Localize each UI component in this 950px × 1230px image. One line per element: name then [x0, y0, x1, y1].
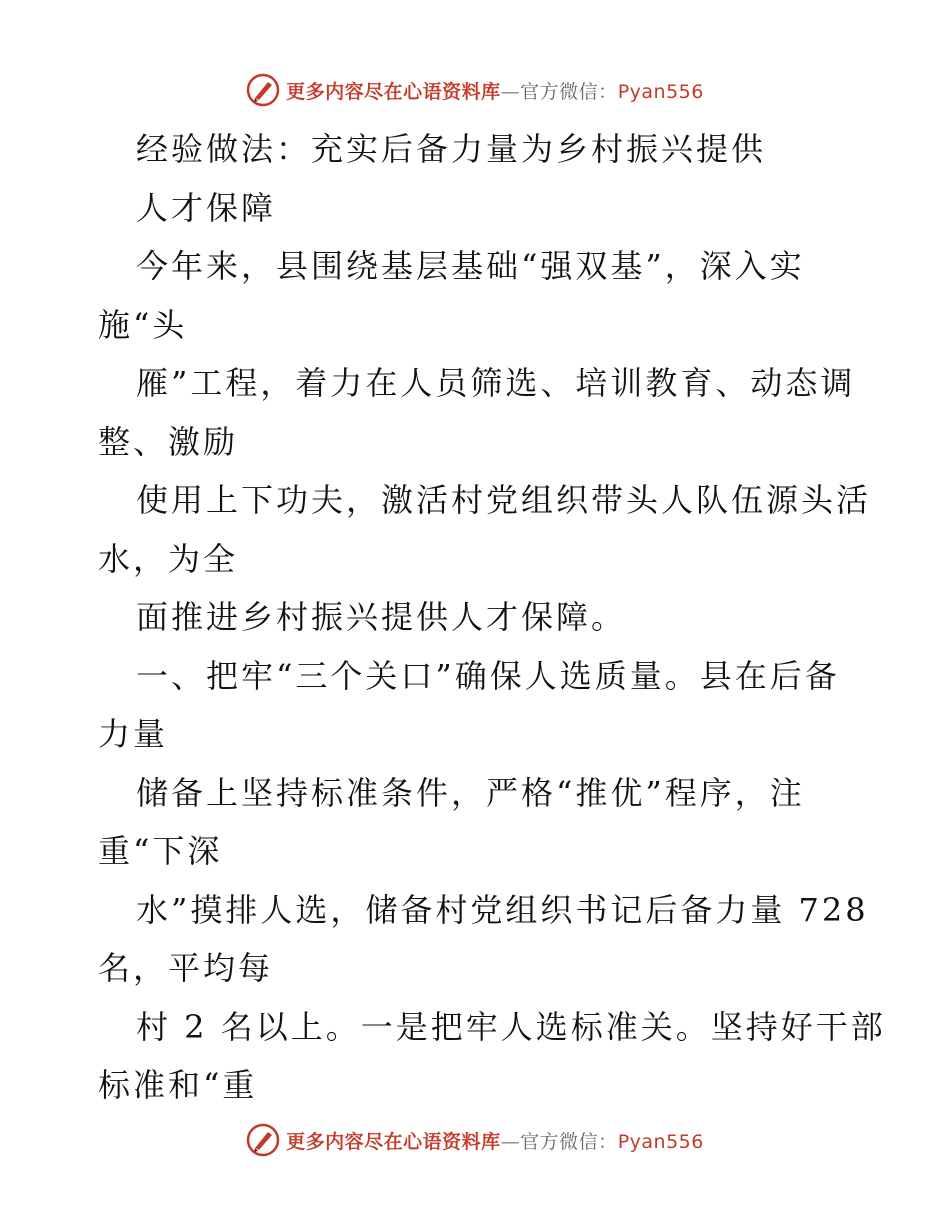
watermark-main: 更多内容尽在心语资料库 — [286, 80, 501, 103]
text-line: 重“下深 — [98, 832, 223, 870]
watermark-text — [286, 77, 704, 104]
text-line: 施“头 — [98, 305, 188, 344]
text-line: 今年来，县围绕基层基础“强双基”，深入实 — [136, 247, 805, 285]
header-watermark — [0, 70, 950, 110]
text-line: 储备上坚持标准条件，严格“推优”程序，注 — [136, 773, 805, 812]
watermark-id: Pyan556 — [617, 80, 704, 103]
watermark-label: 官方微信： — [520, 80, 618, 103]
text-line: 经验做法：充实后备力量为乡村振兴提供 — [136, 130, 767, 168]
text-line: 名，平均每 — [98, 949, 274, 987]
watermark-separator: — — [500, 1130, 521, 1153]
footer-watermark — [0, 1120, 950, 1160]
watermark-id: Pyan556 — [617, 1130, 704, 1153]
text-line: 标准和“重 — [98, 1066, 258, 1104]
pen-seal-icon — [246, 73, 280, 107]
watermark-text — [286, 1127, 704, 1154]
watermark-label: 官方微信： — [520, 1130, 618, 1153]
text-line: 雁”工程，着力在人员筛选、培训教育、动态调 — [136, 364, 856, 402]
document-body — [98, 120, 886, 1115]
text-line: 一、把牢“三个关口”确保人选质量。县在后备 — [136, 656, 840, 695]
text-line: 面推进乡村振兴提供人才保障。 — [136, 598, 627, 636]
text-line: 水，为全 — [98, 539, 239, 578]
text-line: 使用上下功夫，激活村党组织带头人队伍源头活 — [136, 481, 872, 519]
watermark-separator: — — [500, 80, 521, 103]
text-line: 村 2 名以上。一是把牢人选标准关。坚持好干部 — [136, 1007, 886, 1046]
pen-seal-icon — [246, 1123, 280, 1157]
text-line: 人才保障 — [136, 188, 277, 227]
text-line: 水”摸排人选，储备村党组织书记后备力量 728 — [136, 890, 869, 929]
text-line: 整、激励 — [98, 422, 239, 461]
text-line: 力量 — [98, 715, 169, 753]
watermark-main: 更多内容尽在心语资料库 — [286, 1130, 501, 1153]
